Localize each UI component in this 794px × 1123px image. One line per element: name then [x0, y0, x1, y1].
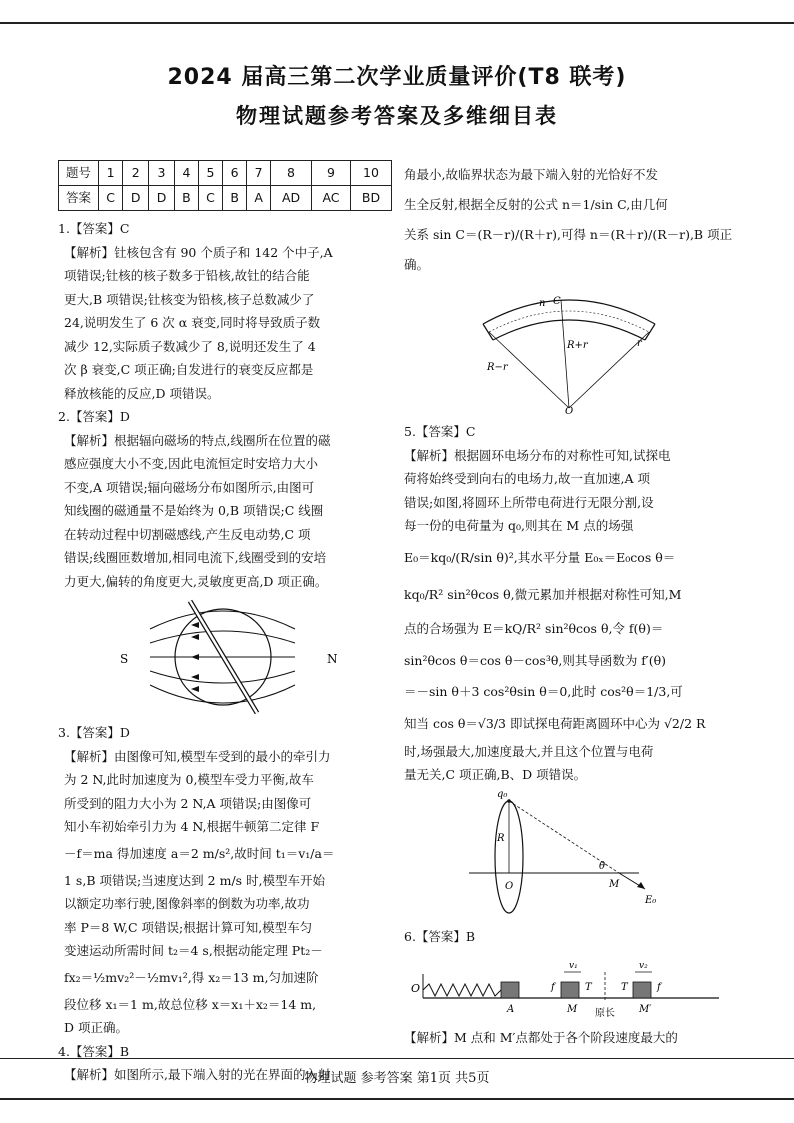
cell: B	[174, 186, 198, 211]
row-label: 答案	[59, 186, 99, 211]
cell: 8	[271, 161, 312, 186]
cell: BD	[350, 186, 391, 211]
text-line: 知小车初始牵引力为 4 N,根据牛顿第二定律 F	[64, 819, 320, 834]
label-R-plus-r: R+r	[567, 340, 588, 351]
text-line: 知当 cos θ＝√3/3 即试探电荷距离圆环中心为 √2/2 R	[404, 715, 706, 731]
cell: D	[149, 186, 175, 211]
label-R: R	[497, 832, 505, 844]
text-line: 释放核能的反应,D 项错误。	[64, 385, 220, 401]
answer-table-number-row	[59, 161, 392, 186]
text-line: 【解析】如图所示,最下端入射的光在界面的入射	[64, 1067, 331, 1082]
cell: 2	[123, 161, 149, 186]
light-guide-figure	[469, 284, 669, 414]
text-line: 不变,A 项错误;辐向磁场分布如图所示,由图可	[64, 479, 315, 495]
page-footer: 物理试题 参考答案 第1页 共5页	[304, 1071, 490, 1086]
label-O: O	[505, 880, 514, 892]
label-M: M	[567, 1004, 578, 1015]
text-line: 【解析】由图像可知,模型车受到的最小的牵引力	[64, 748, 331, 764]
text-line: 段位移 x₁＝1 m,故总位移 x＝x₁＋x₂＝14 m,	[64, 996, 317, 1012]
text-line: 知线圈的磁通量不是始终为 0,B 项错误;C 线圈	[64, 503, 324, 518]
question-head: 5.【答案】C	[404, 424, 476, 439]
cell: C	[99, 186, 123, 211]
text-line: 每一份的电荷量为 q₀,则其在 M 点的场强	[404, 518, 634, 533]
label-T: T	[585, 982, 592, 993]
text-line: 率 P＝8 W,C 项错误;根据计算可知,模型车匀	[64, 919, 313, 935]
text-line: 更大,B 项错误;钍核变为铅核,核子总数减少了	[64, 291, 315, 307]
label-O: O	[411, 982, 421, 995]
text-line: fx₂＝½mv₂²－½mv₁²,得 x₂＝13 m,匀加速阶	[64, 969, 319, 985]
right-column	[404, 160, 734, 1050]
text-line: E₀＝kq₀/(R/sin θ)²,其水平分量 E₀ₓ＝E₀cos θ＝	[404, 549, 676, 565]
label-T: T	[621, 982, 628, 993]
text-line: 量无关,C 项正确,B、D 项错误。	[404, 767, 587, 782]
footer-rule	[0, 1058, 794, 1059]
cell: AD	[271, 186, 312, 211]
text-line: 变速运动所需时间 t₂＝4 s,根据动能定理 Pt₂－	[64, 943, 323, 958]
label-N: N	[327, 652, 338, 666]
text-line: 感应强度大小不变,因此电流恒定时安培力大小	[64, 456, 318, 471]
cell: A	[247, 186, 271, 211]
page-title: 2024 届高三第二次学业质量评价(T8 联考)	[167, 65, 627, 90]
text-line: 力更大,偏转的角度更大,灵敏度更高,D 项正确。	[64, 573, 328, 589]
text-line: sin²θcos θ＝cos θ－cos³θ,则其导函数为 f′(θ)	[404, 652, 667, 668]
charged-ring-figure	[469, 791, 669, 921]
text-line: 24,说明发生了 6 次 α 衰变,同时将导致质子数	[64, 315, 321, 330]
answer-table-answer-row	[59, 186, 392, 211]
cell: 4	[174, 161, 198, 186]
text-line: 错误;如图,将圆环上所带电荷进行无限分割,设	[404, 494, 654, 510]
question-head: 4.【答案】B	[58, 1043, 130, 1059]
cell: 5	[198, 161, 222, 186]
question-6	[404, 925, 734, 1050]
question-1	[58, 217, 392, 405]
text-line: 在转动过程中切割磁感线,产生反电动势,C 项	[64, 526, 311, 542]
cell: 3	[149, 161, 175, 186]
cell: D	[123, 186, 149, 211]
radial-magnetic-field-figure	[95, 597, 355, 717]
text-line: 【解析】钍核包含有 90 个质子和 142 个中子,A	[64, 244, 333, 260]
label-f: f	[657, 982, 661, 993]
cell: 9	[312, 161, 351, 186]
label-q0: q₀	[497, 790, 508, 800]
label-theta: θ	[599, 860, 606, 872]
label-C: C	[553, 296, 561, 307]
cell: B	[223, 186, 247, 211]
cell: 10	[350, 161, 391, 186]
text-line: 时,场强最大,加速度最大,并且这个位置与电荷	[404, 743, 654, 759]
label-S: S	[120, 652, 129, 666]
text-line: 项错误;钍核的核子数多于铅核,故钍的结合能	[64, 268, 310, 283]
row-label: 题号	[59, 161, 99, 186]
text-line: 减少 12,实际质子数减少了 8,说明还发生了 4	[64, 338, 316, 354]
spring-block-figure	[409, 952, 729, 1022]
text-line: 为 2 N,此时加速度为 0,模型车受力平衡,故车	[64, 772, 314, 787]
question-head: 6.【答案】B	[404, 928, 476, 944]
text-line: 角最小,故临界状态为最下端入射的光恰好不发	[404, 167, 658, 182]
text-line: kq₀/R² sin²θcos θ,微元累加并根据对称性可知,M	[404, 586, 682, 602]
text-line: 【解析】根据辐向磁场的特点,线圈所在位置的磁	[64, 432, 331, 448]
text-line: 所受到的阻力大小为 2 N,A 项错误;由图像可	[64, 795, 312, 811]
question-head: 3.【答案】D	[58, 725, 130, 740]
text-line: 生全反射,根据全反射的公式 n＝1/sin C,由几何	[404, 197, 668, 212]
text-line: 【解析】根据圆环电场分布的对称性可知,试探电	[404, 447, 671, 463]
label-A: A	[507, 1004, 515, 1015]
text-line: 错误;线圈匝数增加,相同电流下,线圈受到的安培	[64, 550, 327, 565]
label-v1: v₁	[569, 961, 578, 971]
text-line: 关系 sin C＝(R－r)/(R＋r),可得 n＝(R＋r)/(R－r),B 项正确。	[404, 227, 733, 272]
page-subtitle: 物理试题参考答案及多维细目表	[236, 104, 558, 128]
label-E0: E₀	[645, 894, 657, 906]
text-line: 【解析】M 点和 M′点都处于各个阶段速度最大的	[404, 1030, 678, 1045]
text-line: －f＝ma 得加速度 a＝2 m/s²,故时间 t₁＝v₁/a＝	[64, 845, 335, 861]
question-4-continued	[404, 160, 734, 414]
question-3	[58, 721, 392, 1040]
cell: 1	[99, 161, 123, 186]
text-line: 以额定功率行驶,图像斜率的倒数为功率,故功	[64, 896, 310, 911]
text-line: 荷将始终受到向右的电场力,故一直加速,A 项	[404, 471, 650, 486]
label-M-prime: M′	[639, 1004, 652, 1015]
label-n: n	[539, 298, 546, 309]
text-line: 1 s,B 项错误;当速度达到 2 m/s 时,模型车开始	[64, 872, 326, 888]
question-head: 1.【答案】C	[58, 221, 130, 236]
cell: C	[198, 186, 222, 211]
label-f: f	[551, 982, 555, 993]
bottom-rule	[0, 1098, 794, 1100]
question-head: 2.【答案】D	[58, 409, 130, 424]
left-column	[58, 160, 392, 1087]
cell: AC	[312, 186, 351, 211]
text-line: 次 β 衰变,C 项正确;自发进行的衰变反应都是	[64, 362, 314, 377]
question-5	[404, 420, 734, 921]
text-line: D 项正确。	[64, 1020, 128, 1035]
label-v2: v₂	[639, 961, 648, 971]
label-natural-length: 原长	[595, 1008, 615, 1019]
question-2	[58, 405, 392, 717]
top-rule	[0, 22, 794, 24]
label-r: r	[637, 338, 642, 349]
text-line: 点的合场强为 E＝kQ/R² sin²θcos θ,令 f(θ)＝	[404, 620, 664, 636]
label-R-minus-r: R−r	[487, 362, 508, 373]
text-line: ＝－sin θ＋3 cos²θsin θ＝0,此时 cos²θ＝1/3,可	[404, 683, 683, 699]
cell: 7	[247, 161, 271, 186]
label-M: M	[609, 878, 620, 890]
answer-table	[58, 160, 392, 211]
label-O: O	[565, 406, 574, 414]
cell: 6	[223, 161, 247, 186]
